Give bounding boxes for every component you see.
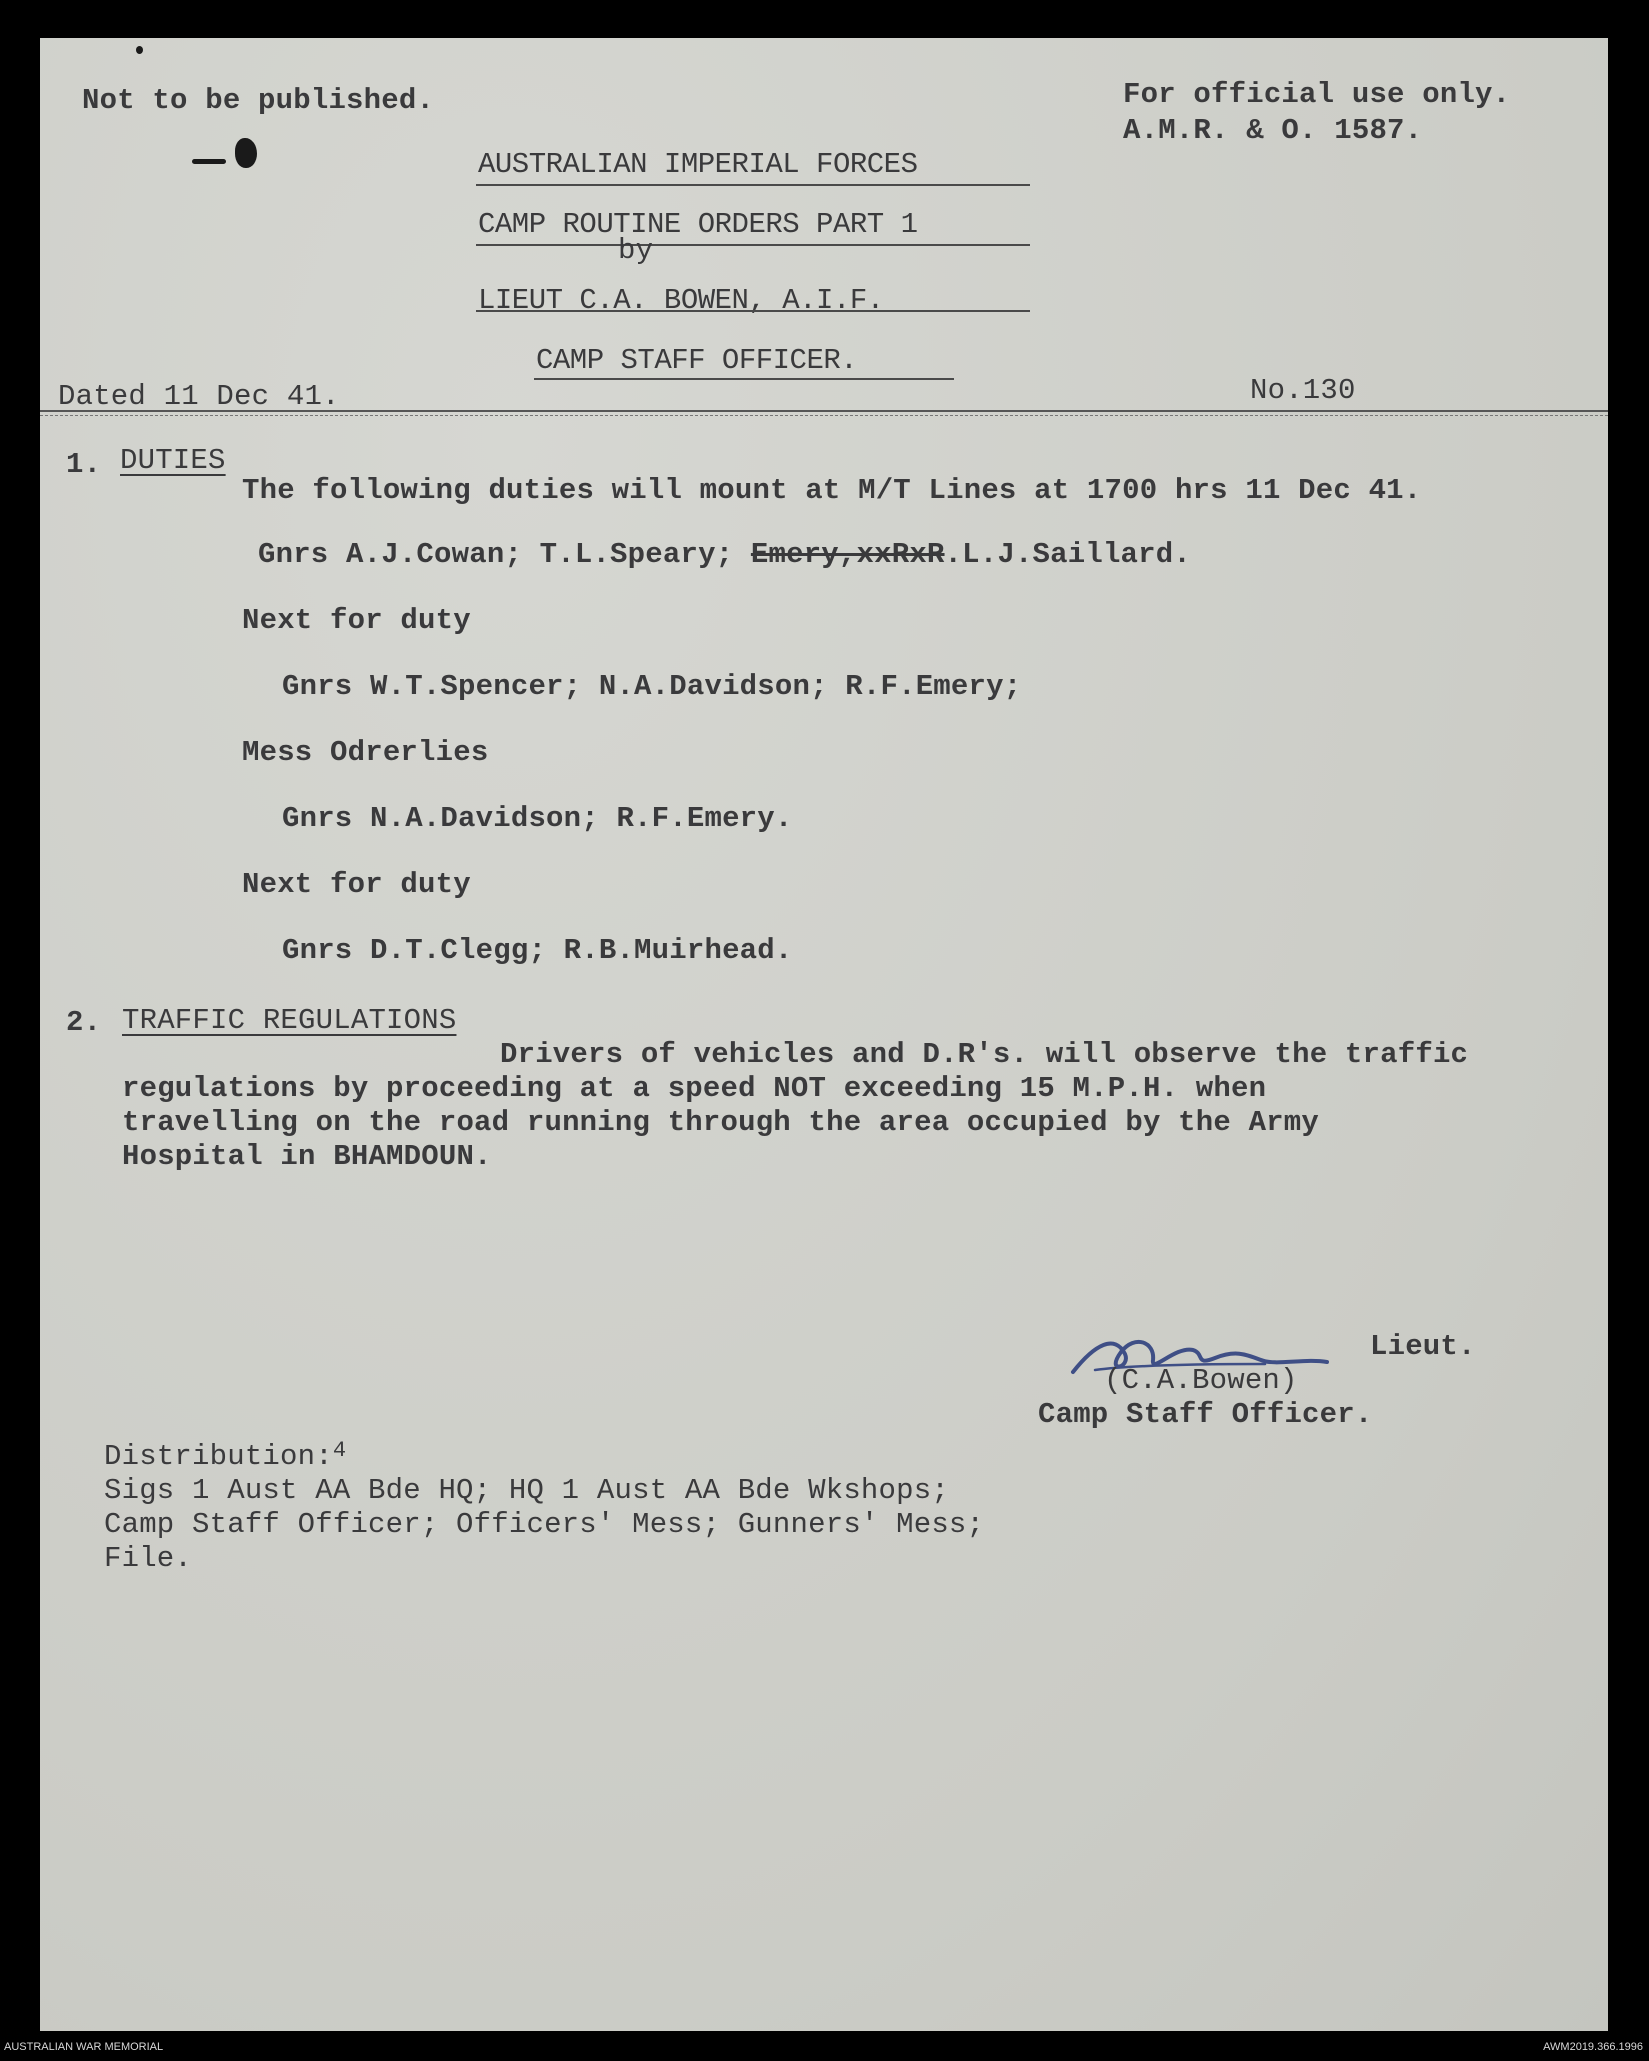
next-for-duty-names-2: Gnrs D.T.Clegg; R.B.Muirhead.: [282, 934, 793, 967]
distribution-mark: 4: [332, 1438, 347, 1463]
document-page: [40, 38, 1608, 2031]
ink-mark: [192, 159, 226, 164]
distribution-line-3: File.: [104, 1542, 193, 1575]
order-number: No.130: [1250, 374, 1356, 407]
signature-name: (C.A.Bowen): [1104, 1364, 1298, 1397]
distribution-label-text: Distribution:: [104, 1440, 333, 1473]
mess-orderlies-names: Gnrs N.A.Davidson; R.F.Emery.: [282, 802, 793, 835]
role-underline: [534, 378, 954, 380]
official-use-text: For official use only.: [1123, 78, 1511, 111]
duties-line-1: [258, 538, 1191, 571]
officer-title: LIEUT C.A. BOWEN, A.I.F.: [478, 284, 884, 317]
footer-left: AUSTRALIAN WAR MEMORIAL: [4, 2041, 164, 2053]
traffic-line-3: travelling on the road running through the area occupied by the Army: [122, 1106, 1319, 1139]
header-divider-dashed: [40, 415, 1608, 416]
distribution-line-1: Sigs 1 Aust AA Bde HQ; HQ 1 Aust AA Bde Wkshops;: [104, 1474, 949, 1507]
officer-underline: [476, 310, 1030, 312]
role-title: CAMP STAFF OFFICER.: [536, 344, 858, 377]
by-text: by: [618, 234, 654, 267]
duties-line-1-end: .L.J.Saillard.: [944, 538, 1191, 571]
traffic-line-2: regulations by proceeding at a speed NOT exceeding 15 M.P.H. when: [122, 1072, 1267, 1105]
traffic-line-4: Hospital in BHAMDOUN.: [122, 1140, 492, 1173]
next-for-duty-label-2: Next for duty: [242, 868, 471, 901]
org-title: AUSTRALIAN IMPERIAL FORCES: [478, 148, 918, 181]
duties-intro: The following duties will mount at M/T Lines at 1700 hrs 11 Dec 41.: [242, 474, 1422, 507]
distribution-line-2: Camp Staff Officer; Officers' Mess; Gunners' Mess;: [104, 1508, 985, 1541]
distribution-label: [104, 1440, 346, 1473]
not-published-text: Not to be published.: [82, 84, 435, 117]
orders-title: CAMP ROUTINE ORDERS PART 1: [478, 208, 918, 241]
org-underline: [476, 184, 1030, 186]
amr-text: A.M.R. & O. 1587.: [1123, 114, 1423, 147]
paper-hole: [235, 138, 257, 168]
orders-underline: [476, 244, 1030, 246]
traffic-heading: TRAFFIC REGULATIONS: [122, 1004, 457, 1037]
ink-speck: [136, 46, 143, 54]
footer-right: AWM2019.366.1996: [1543, 2041, 1643, 2053]
next-for-duty-names-1: Gnrs W.T.Spencer; N.A.Davidson; R.F.Emery;: [282, 670, 1022, 703]
signature-title: Camp Staff Officer.: [1038, 1398, 1373, 1431]
traffic-line-1: Drivers of vehicles and D.R's. will observe the traffic: [500, 1038, 1469, 1071]
signature-rank: Lieut.: [1370, 1330, 1476, 1363]
dated-text: Dated 11 Dec 41.: [58, 380, 340, 413]
traffic-number: 2.: [66, 1006, 102, 1039]
duties-number: 1.: [66, 448, 102, 481]
mess-orderlies-label: Mess Odrerlies: [242, 736, 489, 769]
header-divider: [40, 410, 1608, 412]
duties-line-1-struck: Emery,xxRxR: [750, 538, 945, 571]
duties-heading: DUTIES: [120, 444, 226, 477]
duties-line-1-names: Gnrs A.J.Cowan; T.L.Speary;: [258, 538, 751, 571]
next-for-duty-label-1: Next for duty: [242, 604, 471, 637]
